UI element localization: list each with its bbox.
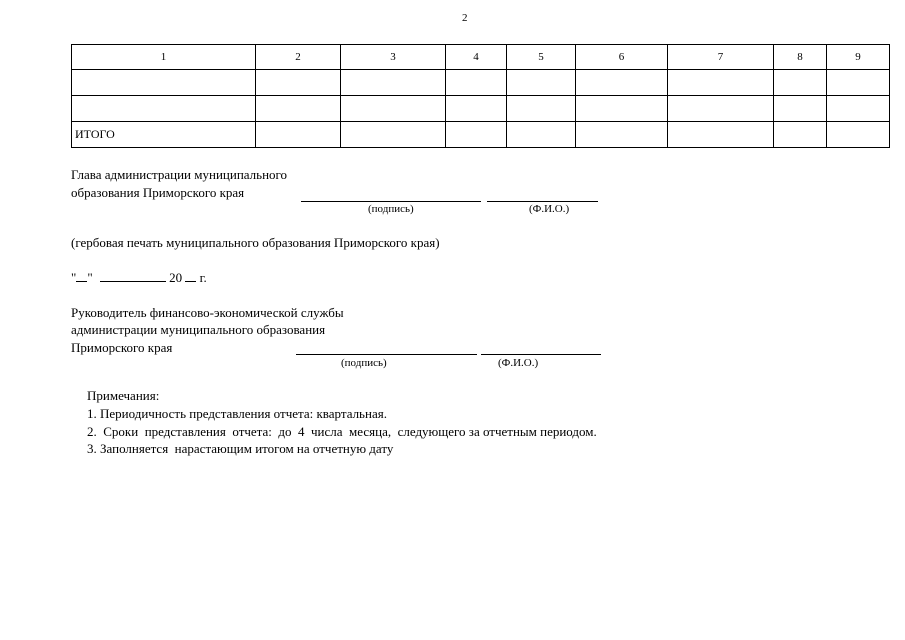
- column-header: 6: [576, 45, 668, 70]
- seal-text: (гербовая печать муниципального образования Приморского края): [71, 235, 440, 250]
- table-cell: [668, 96, 774, 122]
- table-cell: [576, 96, 668, 122]
- note-item: 2. Сроки представления отчета: до 4 числа месяца, следующего за отчетным периодом.: [87, 424, 597, 439]
- table-cell: [827, 122, 890, 148]
- head-title-line2: образования Приморского края: [71, 185, 245, 200]
- date-quote-close: ": [87, 270, 93, 285]
- table-header-row: [72, 45, 890, 70]
- finance-title-line1: Руководитель финансово-экономической службы: [71, 305, 344, 320]
- table-cell: [576, 70, 668, 96]
- page-number: 2: [462, 12, 468, 24]
- column-header: 1: [72, 45, 256, 70]
- table-cell: [256, 122, 341, 148]
- notes-title: Примечания:: [87, 388, 160, 403]
- column-header: 7: [668, 45, 774, 70]
- column-header: 5: [507, 45, 576, 70]
- finance-title-line3: Приморского края: [71, 340, 173, 355]
- date-quote-open: ": [71, 270, 77, 285]
- finance-title-line2: администрации муниципального образования: [71, 322, 326, 337]
- note-item: 3. Заполняется нарастающим итогом на отчетную дату: [87, 441, 394, 456]
- table-cell: [341, 122, 446, 148]
- table-cell: [256, 96, 341, 122]
- head-signature-line: [301, 201, 481, 202]
- table-cell: [774, 96, 827, 122]
- column-header: 8: [774, 45, 827, 70]
- date-line: [71, 270, 207, 286]
- column-header: 2: [256, 45, 341, 70]
- note-item: 1. Периодичность представления отчета: квартальная.: [87, 406, 387, 421]
- table-cell: [446, 96, 507, 122]
- table-cell: [446, 122, 507, 148]
- report-table: [71, 44, 890, 148]
- date-year-suffix: г.: [199, 270, 207, 285]
- table-cell: [341, 70, 446, 96]
- table-total-row: [72, 122, 890, 148]
- table-cell: [576, 122, 668, 148]
- date-year-blank: [185, 271, 196, 282]
- table-cell: [827, 70, 890, 96]
- table-cell: [774, 122, 827, 148]
- table-cell: [668, 70, 774, 96]
- date-day-blank: [76, 271, 87, 282]
- table-cell: [341, 96, 446, 122]
- head-fio-caption: (Ф.И.О.): [529, 203, 570, 215]
- table-cell: [507, 122, 576, 148]
- table-row: [72, 96, 890, 122]
- finance-signature-caption: (подпись): [341, 357, 387, 369]
- finance-fio-line: [481, 354, 601, 355]
- head-title-line1: Глава администрации муниципального: [71, 167, 288, 182]
- table-cell: [827, 96, 890, 122]
- date-year-prefix: 20: [169, 270, 183, 285]
- column-header: 3: [341, 45, 446, 70]
- head-fio-line: [487, 201, 598, 202]
- head-signature-caption: (подпись): [368, 203, 414, 215]
- table-cell: [256, 70, 341, 96]
- table-row: [72, 70, 890, 96]
- finance-signature-line: [296, 354, 477, 355]
- table-cell: [668, 122, 774, 148]
- table-cell: [507, 70, 576, 96]
- table-cell: [507, 96, 576, 122]
- table-cell: [72, 70, 256, 96]
- table-cell: [446, 70, 507, 96]
- table-cell: [72, 96, 256, 122]
- column-header: 4: [446, 45, 507, 70]
- column-header: 9: [827, 45, 890, 70]
- date-month-blank: [100, 271, 166, 282]
- total-label: ИТОГО: [72, 122, 256, 148]
- table-cell: [774, 70, 827, 96]
- finance-fio-caption: (Ф.И.О.): [498, 357, 539, 369]
